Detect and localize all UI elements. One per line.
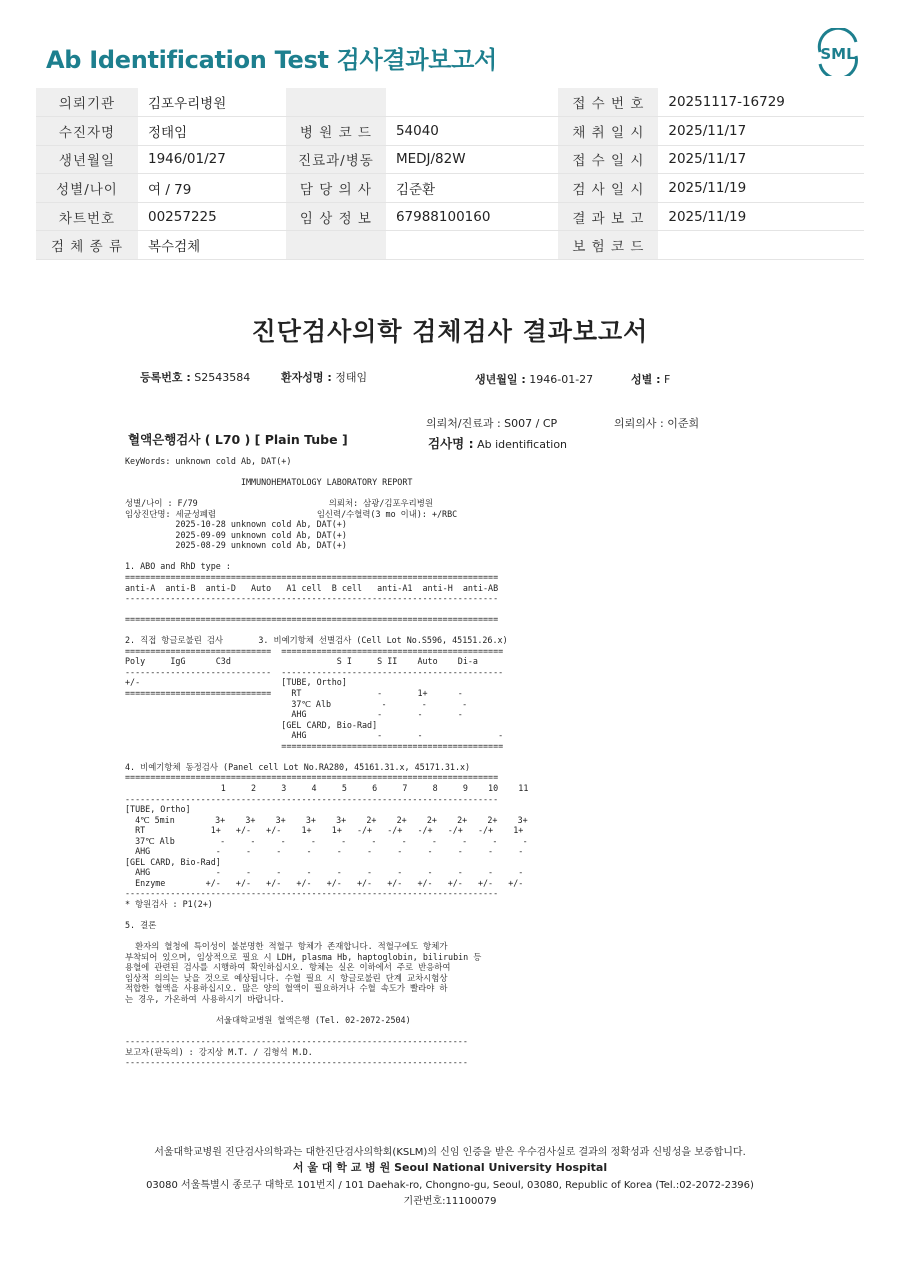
dob: 생년월일 : 1946-01-27 xyxy=(475,373,594,386)
info-label xyxy=(286,231,386,260)
info-label: 임 상 정 보 xyxy=(286,202,386,231)
info-label: 생년월일 xyxy=(36,145,138,174)
info-value: 여 / 79 xyxy=(138,174,286,203)
info-value: 김포우리병원 xyxy=(138,88,286,117)
logo-text: SML xyxy=(820,45,856,63)
info-label: 접 수 일 시 xyxy=(558,145,658,174)
info-value: 67988100160 xyxy=(386,202,558,231)
sml-logo xyxy=(812,28,864,76)
info-value: MEDJ/82W xyxy=(386,145,558,174)
info-row xyxy=(36,145,864,174)
doctor: 의뢰의사 : 이준희 xyxy=(614,417,700,430)
info-label: 채 취 일 시 xyxy=(558,117,658,146)
info-value xyxy=(386,88,558,117)
footer-institution-code: 기관번호:11100079 xyxy=(403,1196,497,1207)
info-label: 담 당 의 사 xyxy=(286,174,386,203)
report-body: KeyWords: unknown cold Ab, DAT(+) IMMUNOHEMATOLOGY LABORATORY REPORT 성별/나이 : F/79 의뢰처: 삼광/김포우리병원 임상진단명: 세균성폐렴 임신력/수혈력(3 mo 이내): +/RBC 2025-10-28 unknown cold Ab, DAT(+) 2025-09-09 unknown cold Ab, DAT(+) 2025-08-29 unknown cold Ab, DAT(+) 1. ABO and RhD type : ========================================================================== anti-A anti-B anti-D Auto A1 cell B cell anti-A1 anti-H anti-AB -------------------------------------------------------------------------- ========================================================================== 2. 직접 항글로불린 검사 3. 비예기항체 선별검사 (Cell Lot No.S596, 45151.26.x) ============================= ============================================ Poly IgG C3d S I S II Auto Di-a ----------------------------- -------------------------------------------- +/- [TUBE, Ortho] ============================= RT - 1+ - 37℃ Alb - - - AHG - - - [GEL CARD, Bio-Rad] AHG - - - ============================================ 4. 비예기항체 동정검사 (Panel cell Lot No.RA280, 45161.31.x, 45171.31.x) ========================================================================== 1 2 3 4 5 6 7 8 9 10 11 -------------------------------------------------------------------------- [TUBE, Ortho] 4℃ 5min 3+ 3+ 3+ 3+ 3+ 2+ 2+ 2+ 2+ 2+ 3+ RT 1+ +/- +/- 1+ 1+ -/+ -/+ -/+ -/+ -/+ 1+ 37℃ Alb - - - - - - - - - - - AHG - - - - - - - - - - - [GEL CARD, Bio-Rad] AHG - - - - - - - - - - - Enzyme +/- +/- +/- +/- +/- +/- +/- +/- +/- +/- +/- -------------------------------------------------------------------------- * 항원검사 : P1(2+) 5. 결론 환자의 혈청에 특이성이 불분명한 적혈구 항체가 존재합니다. 적혈구에도 항체가 부착되어 있으며, 임상적으로 필요 시 LDH, plasma Hb, haptoglobin, bilirubin 등 용혈에 관련된 검사를 시행하여 확인하십시오. 항체는 실온 이하에서 주로 반응하여 임상적 의의는 낮을 것으로 예상됩니다. 수혈 필요 시 항글로불린 단계 교차시험상 적합한 혈액을 사용하십시오. 많은 양의 혈액이 필요하거나 수혈 속도가 빨라야 하 는 경우, 가온하여 사용하시기 바랍니다. 서울대학교병원 혈액은행 (Tel. 02-2072-2504) -------------------------------------------------------------------- 보고자(판독의) : 강지상 M.T. / 김형석 M.D. -------------------------------------------------------------------- xyxy=(125,456,529,1068)
info-label: 검 사 일 시 xyxy=(558,174,658,203)
info-label: 진료과/병동 xyxy=(286,145,386,174)
page-title: Ab Identification Test 검사결과보고서 xyxy=(46,46,497,74)
patient-name: 환자성명 : 정태임 xyxy=(281,371,368,384)
patient-info-table xyxy=(36,88,864,260)
info-value: 54040 xyxy=(386,117,558,146)
info-label: 보 험 코 드 xyxy=(558,231,658,260)
footer-certification: 서울대학교병원 진단검사의학과는 대한진단검사의학회(KSLM)의 신임 인증을 받은 우수검사실로 결과의 정확성과 신빙성을 보증합니다. xyxy=(154,1147,746,1158)
info-value: 2025/11/17 xyxy=(658,145,864,174)
reg-no: 등록번호 : S2543584 xyxy=(140,371,251,384)
info-row xyxy=(36,174,864,203)
info-row xyxy=(36,117,864,146)
info-label: 병 원 코 드 xyxy=(286,117,386,146)
info-label: 검 체 종 류 xyxy=(36,231,138,260)
info-value xyxy=(386,231,558,260)
info-value: 1946/01/27 xyxy=(138,145,286,174)
info-value xyxy=(658,231,864,260)
info-value: 2025/11/17 xyxy=(658,117,864,146)
info-label: 수진자명 xyxy=(36,117,138,146)
info-value: 정태임 xyxy=(138,117,286,146)
sex: 성별 : F xyxy=(631,373,671,386)
test-name: 검사명 : Ab identification xyxy=(428,436,568,451)
test-section: 혈액은행검사 ( L70 ) [ Plain Tube ] xyxy=(128,432,348,447)
info-label: 접 수 번 호 xyxy=(558,88,658,117)
info-label: 성별/나이 xyxy=(36,174,138,203)
info-row xyxy=(36,231,864,260)
info-row xyxy=(36,202,864,231)
info-label: 결 과 보 고 xyxy=(558,202,658,231)
info-value: 복수검체 xyxy=(138,231,286,260)
dept: 의뢰처/진료과 : S007 / CP xyxy=(426,417,558,430)
info-value: 00257225 xyxy=(138,202,286,231)
info-value: 김준환 xyxy=(386,174,558,203)
report-title: 진단검사의학 검체검사 결과보고서 xyxy=(251,317,649,346)
footer-address: 03080 서울특별시 종로구 대학로 101번지 / 101 Daehak-ro, Chongno-gu, Seoul, 03080, Republic of Korea (Tel.:02-2072-2396) xyxy=(146,1180,754,1191)
footer-hospital-name: 서 울 대 학 교 병 원 Seoul National University Hospital xyxy=(292,1161,608,1174)
info-value: 2025/11/19 xyxy=(658,174,864,203)
info-value: 2025/11/19 xyxy=(658,202,864,231)
info-label: 의뢰기관 xyxy=(36,88,138,117)
info-value: 20251117-16729 xyxy=(658,88,864,117)
info-label: 차트번호 xyxy=(36,202,138,231)
info-label xyxy=(286,88,386,117)
info-row xyxy=(36,88,864,117)
